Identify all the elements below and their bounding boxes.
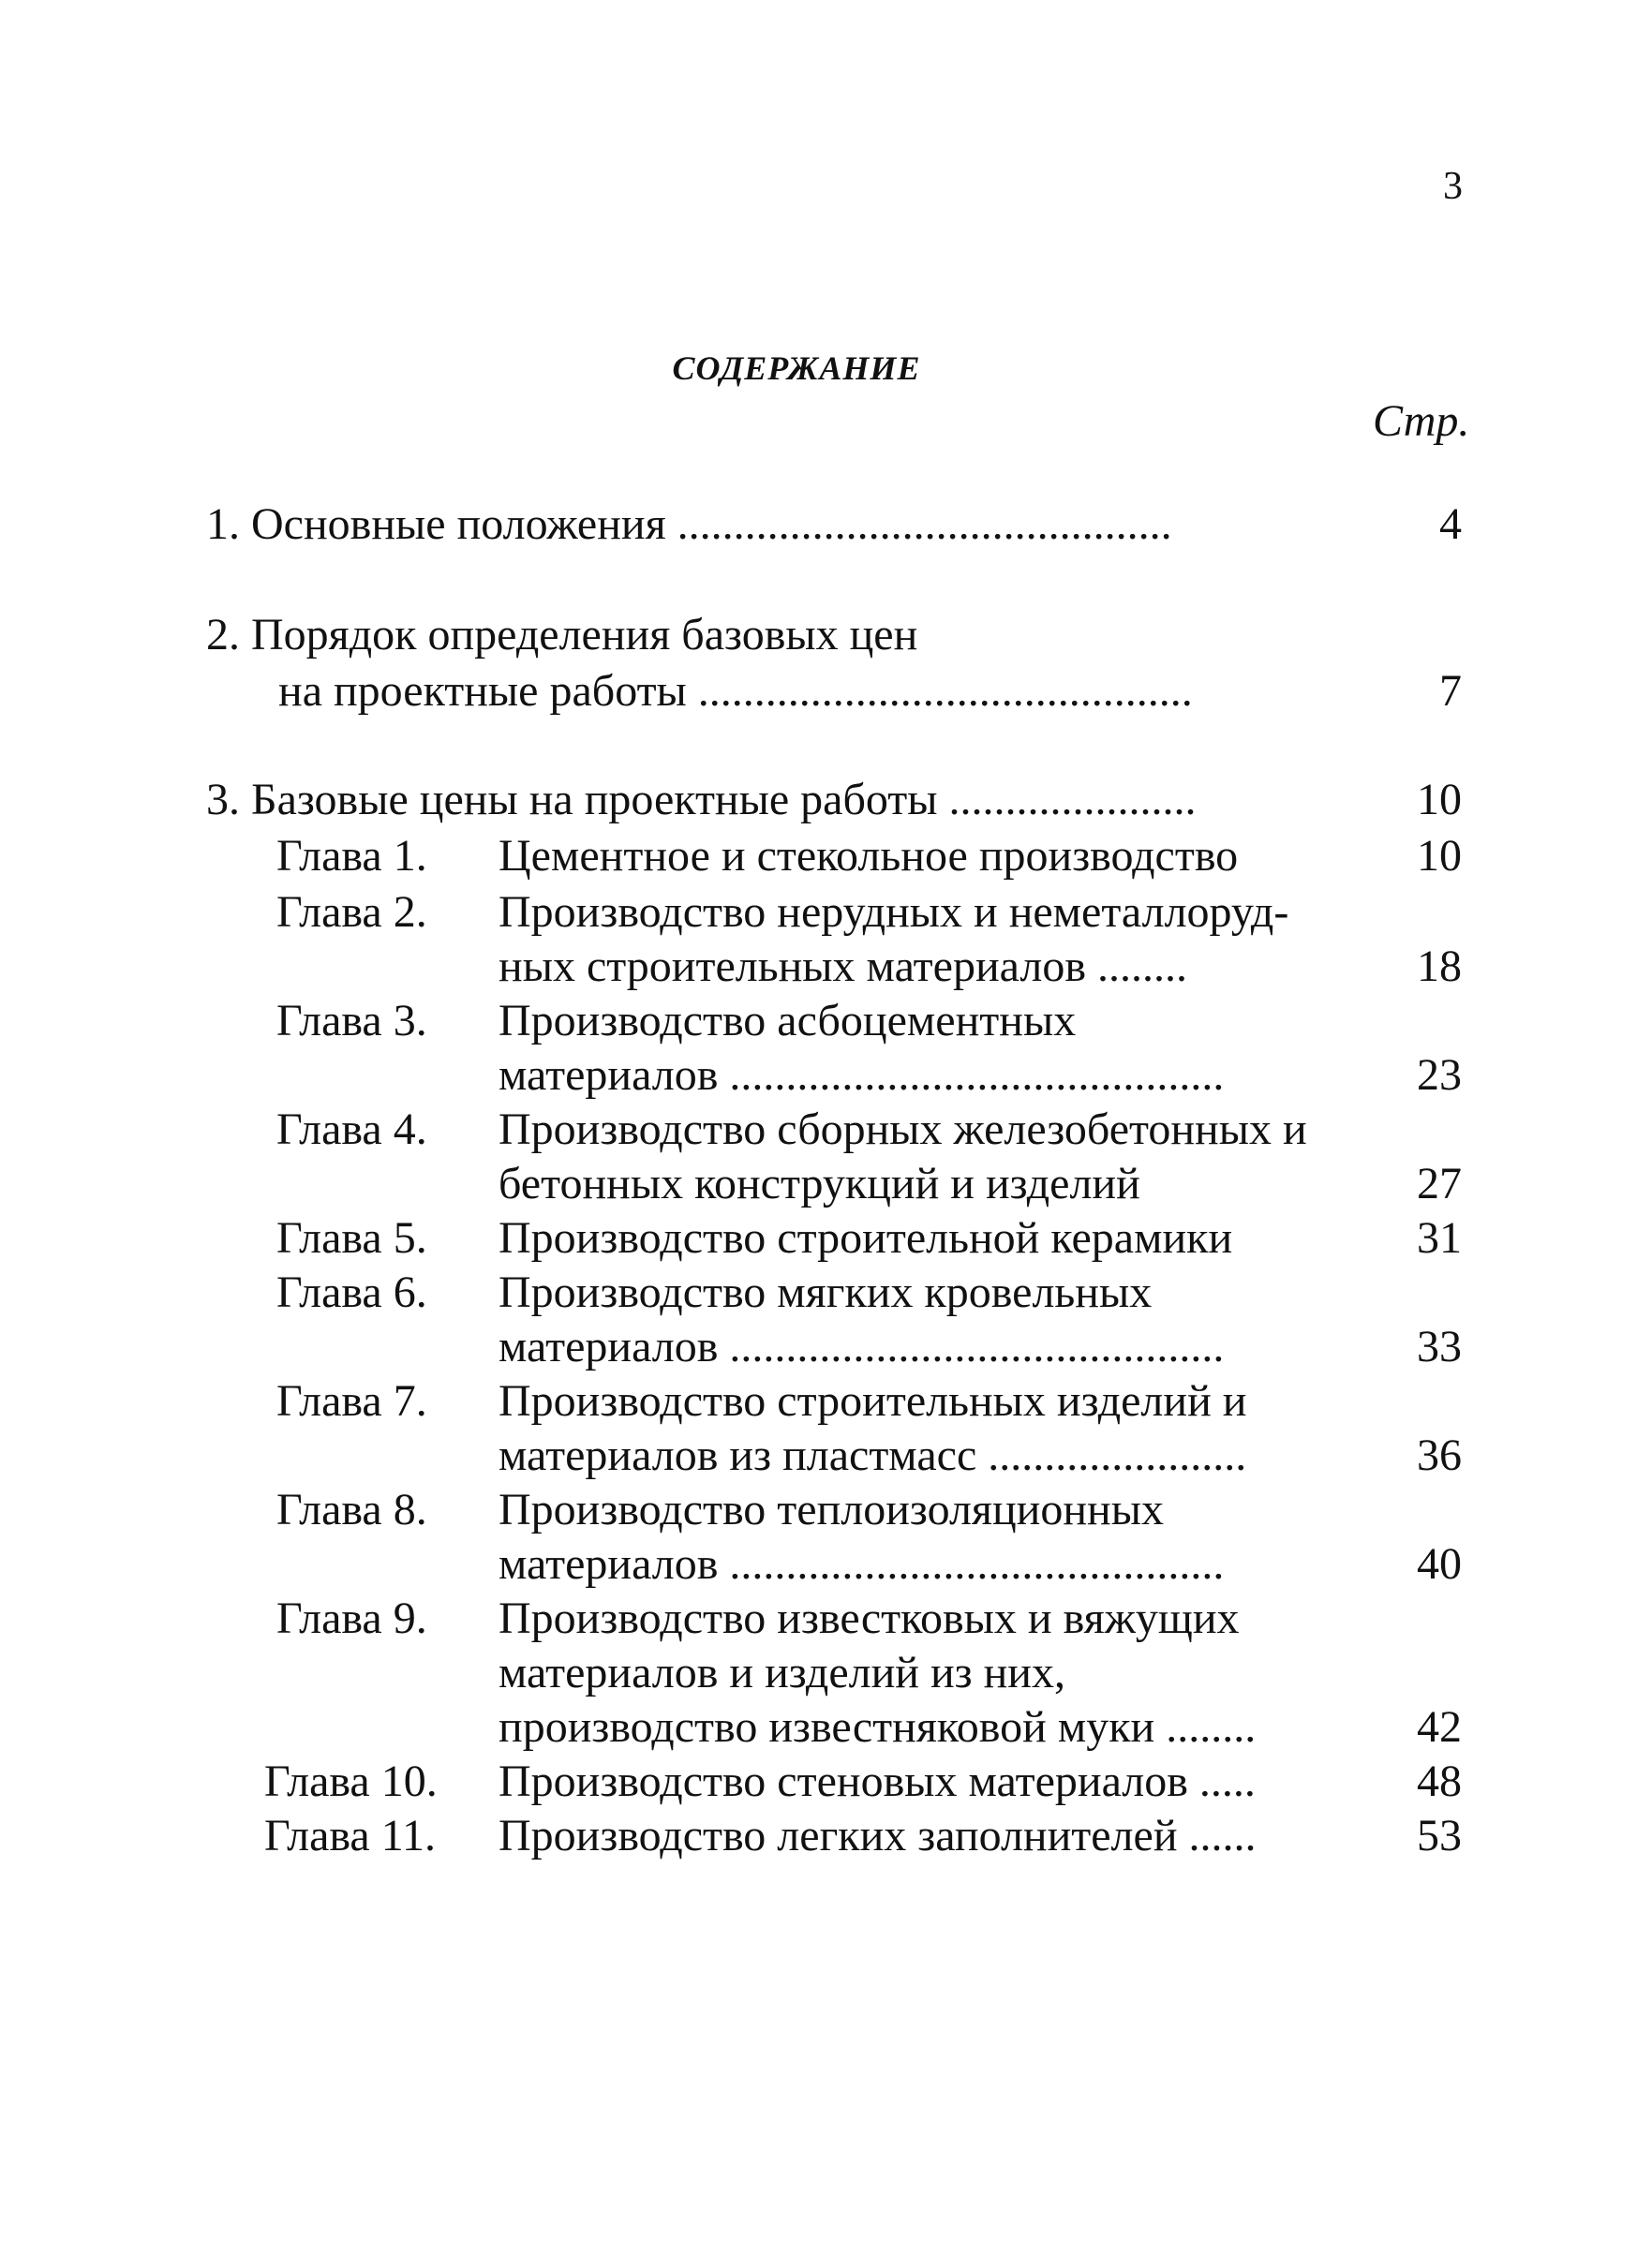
chapter-6-title-cont: материалов ............................................ [499, 1322, 1225, 1371]
chapter-5-title: Производство строительной керамики [499, 1213, 1233, 1263]
toc-title: СОДЕРЖАНИЕ [672, 349, 921, 387]
chapter-5-label: Глава 5. [276, 1213, 427, 1263]
chapter-7-title-cont: материалов из пластмасс ....................... [499, 1430, 1247, 1480]
chapter-4-label: Глава 4. [276, 1104, 427, 1154]
chapter-9-title-cont-2: производство известняковой муки ........ [499, 1702, 1257, 1752]
chapter-2-label: Глава 2. [276, 887, 427, 937]
chapter-2-page: 18 [1417, 941, 1462, 991]
chapter-3-title: Производство асбоцементных [499, 996, 1077, 1045]
chapter-1-page: 10 [1417, 831, 1462, 881]
chapter-10-page: 48 [1417, 1757, 1462, 1806]
chapter-7-page: 36 [1417, 1430, 1462, 1480]
chapter-6-page: 33 [1417, 1322, 1462, 1371]
chapter-3-title-cont: материалов ............................................ [499, 1050, 1225, 1100]
chapter-9-page: 42 [1417, 1702, 1462, 1752]
chapter-4-title-cont: бетонных конструкций и изделий [499, 1159, 1140, 1208]
toc-entry-1-page: 4 [1439, 499, 1462, 549]
chapter-9-title: Производство известковых и вяжущих [499, 1594, 1240, 1643]
chapter-11-page: 53 [1417, 1811, 1462, 1860]
chapter-11-title: Производство легких заполнителей ...... [499, 1811, 1257, 1860]
chapter-10-title: Производство стеновых материалов ..... [499, 1757, 1256, 1806]
chapter-3-label: Глава 3. [276, 996, 427, 1045]
toc-entry-3-text: 3. Базовые цены на проектные работы ...................... [206, 775, 1197, 824]
chapter-1-label: Глава 1. [276, 831, 427, 881]
chapter-5-page: 31 [1417, 1213, 1462, 1263]
chapter-2-title: Производство нерудных и неметаллоруд- [499, 887, 1289, 937]
toc-entry-3-page: 10 [1417, 775, 1462, 824]
chapter-8-title-cont: материалов ............................................ [499, 1539, 1225, 1589]
toc-entry-2-page: 7 [1439, 666, 1462, 716]
chapter-8-label: Глава 8. [276, 1485, 427, 1534]
toc-entry-2-text: 2. Порядок определения базовых цен [206, 610, 918, 660]
page-column-label: Стр. [1373, 396, 1470, 446]
chapter-7-label: Глава 7. [276, 1376, 427, 1426]
chapter-9-label: Глава 9. [276, 1594, 427, 1643]
chapter-7-title: Производство строительных изделий и [499, 1376, 1247, 1426]
toc-entry-1-text: 1. Основные положения ............................................ [206, 499, 1172, 549]
chapter-6-title: Производство мягких кровельных [499, 1267, 1153, 1317]
chapter-1-title: Цементное и стекольное производство [499, 831, 1239, 881]
chapter-4-title: Производство сборных железобетонных и [499, 1104, 1307, 1154]
chapter-11-label: Глава 11. [264, 1811, 436, 1860]
chapter-9-title-cont-1: материалов и изделий из них, [499, 1648, 1065, 1697]
chapter-3-page: 23 [1417, 1050, 1462, 1100]
chapter-8-page: 40 [1417, 1539, 1462, 1589]
chapter-2-title-cont: ных строительных материалов ........ [499, 941, 1187, 991]
chapter-4-page: 27 [1417, 1159, 1462, 1208]
page-number: 3 [1443, 165, 1463, 208]
chapter-10-label: Глава 10. [264, 1757, 438, 1806]
chapter-6-label: Глава 6. [276, 1267, 427, 1317]
chapter-8-title: Производство теплоизоляционных [499, 1485, 1164, 1534]
toc-entry-2-text-cont: на проектные работы ............................................ [278, 666, 1193, 716]
